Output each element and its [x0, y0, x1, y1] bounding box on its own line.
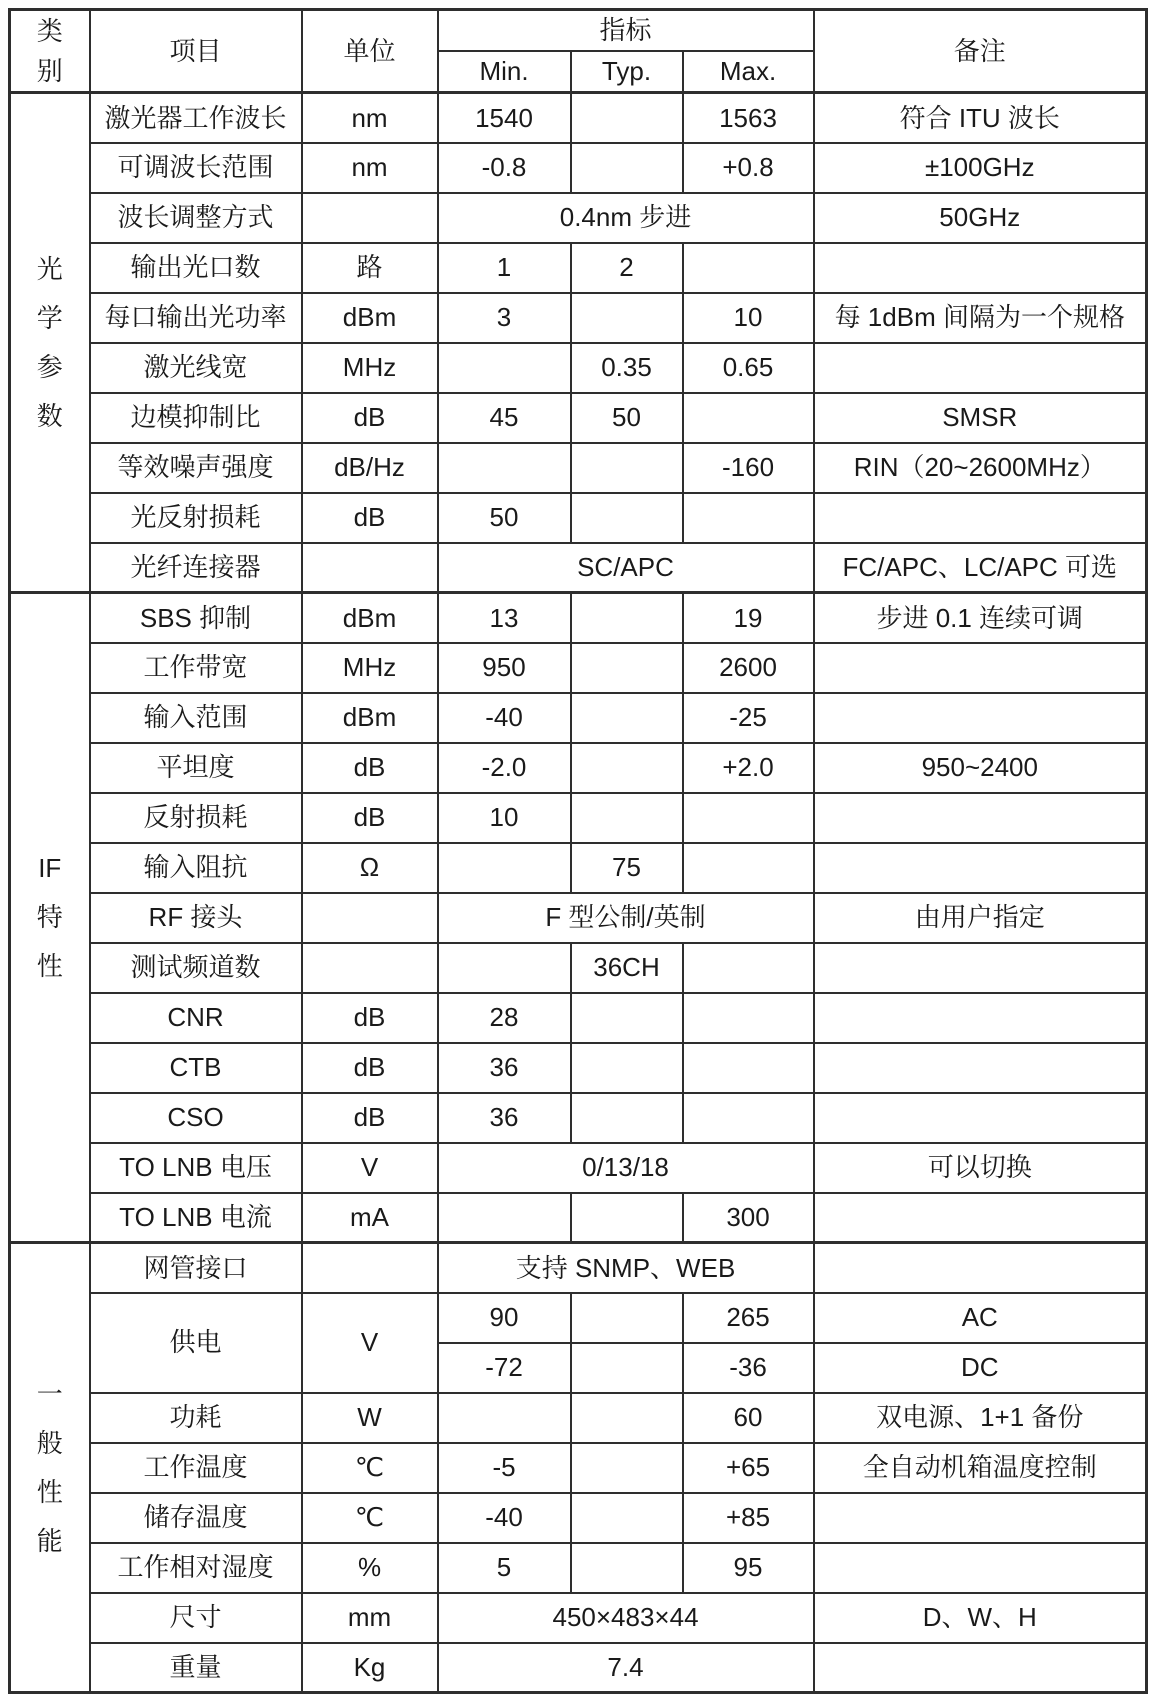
- spec-remark: SMSR: [814, 393, 1147, 443]
- spec-item: 等效噪声强度: [90, 443, 302, 493]
- spec-max: 2600: [683, 643, 814, 693]
- spec-typ: [571, 1293, 683, 1343]
- table-row: [10, 1543, 1147, 1593]
- spec-min: -2.0: [438, 743, 571, 793]
- header-category: [10, 10, 90, 93]
- header-remark: 备注: [814, 10, 1147, 93]
- table-row: [10, 843, 1147, 893]
- spec-item: 边模抑制比: [90, 393, 302, 443]
- spec-min: 3: [438, 293, 571, 343]
- spec-min: 45: [438, 393, 571, 443]
- spec-min: -40: [438, 693, 571, 743]
- table-row: [10, 593, 1147, 643]
- header-category-line: 别: [36, 56, 63, 86]
- spec-min: [438, 1193, 571, 1243]
- spec-remark: [814, 1043, 1147, 1093]
- spec-value: 0/13/18: [438, 1143, 814, 1193]
- spec-max: [683, 993, 814, 1043]
- spec-typ: [571, 1043, 683, 1093]
- table-row: [10, 93, 1147, 143]
- spec-unit: Kg: [302, 1643, 438, 1693]
- spec-item: 重量: [90, 1643, 302, 1693]
- spec-typ: [571, 693, 683, 743]
- spec-unit: nm: [302, 143, 438, 193]
- spec-remark: ±100GHz: [814, 143, 1147, 193]
- spec-min: 13: [438, 593, 571, 643]
- spec-unit: dB: [302, 993, 438, 1043]
- spec-item: 尺寸: [90, 1593, 302, 1643]
- spec-remark: 双电源、1+1 备份: [814, 1393, 1147, 1443]
- spec-typ: [571, 1193, 683, 1243]
- spec-typ: [571, 743, 683, 793]
- spec-value: SC/APC: [438, 543, 814, 593]
- spec-remark: [814, 793, 1147, 843]
- spec-unit: dB: [302, 743, 438, 793]
- spec-typ: [571, 993, 683, 1043]
- spec-typ: [571, 1393, 683, 1443]
- table-row: [10, 1293, 1147, 1343]
- table-row: [10, 793, 1147, 843]
- spec-remark: [814, 943, 1147, 993]
- spec-remark: 50GHz: [814, 193, 1147, 243]
- spec-value: 7.4: [438, 1643, 814, 1693]
- spec-typ: [571, 1093, 683, 1143]
- spec-item: 储存温度: [90, 1493, 302, 1543]
- spec-item: 工作温度: [90, 1443, 302, 1493]
- spec-remark: [814, 993, 1147, 1043]
- spec-remark: 可以切换: [814, 1143, 1147, 1193]
- spec-unit: nm: [302, 93, 438, 143]
- table-row: [10, 243, 1147, 293]
- spec-item: 反射损耗: [90, 793, 302, 843]
- spec-unit: dBm: [302, 593, 438, 643]
- spec-max: +0.8: [683, 143, 814, 193]
- table-row: [10, 1643, 1147, 1693]
- table-row: [10, 293, 1147, 343]
- table-row: [10, 1093, 1147, 1143]
- spec-min: 50: [438, 493, 571, 543]
- spec-typ: [571, 643, 683, 693]
- spec-typ: [571, 493, 683, 543]
- spec-typ: 75: [571, 843, 683, 893]
- spec-unit: [302, 543, 438, 593]
- spec-max: -160: [683, 443, 814, 493]
- spec-item: RF 接头: [90, 893, 302, 943]
- table-row: [10, 193, 1147, 243]
- table-row: [10, 343, 1147, 393]
- category-label-optical: 光 学 参 数: [10, 93, 90, 593]
- spec-item: TO LNB 电压: [90, 1143, 302, 1193]
- spec-typ: [571, 293, 683, 343]
- spec-min: 28: [438, 993, 571, 1043]
- spec-max: 1563: [683, 93, 814, 143]
- table-row: [10, 393, 1147, 443]
- spec-unit: dB/Hz: [302, 443, 438, 493]
- spec-typ: [571, 793, 683, 843]
- spec-item: 输入范围: [90, 693, 302, 743]
- spec-item: 测试频道数: [90, 943, 302, 993]
- header-unit: 单位: [302, 10, 438, 93]
- spec-max: 19: [683, 593, 814, 643]
- spec-min: [438, 443, 571, 493]
- spec-item: 光纤连接器: [90, 543, 302, 593]
- spec-max: 300: [683, 1193, 814, 1243]
- spec-unit: MHz: [302, 643, 438, 693]
- spec-min: [438, 343, 571, 393]
- spec-item: 平坦度: [90, 743, 302, 793]
- spec-item: 供电: [90, 1293, 302, 1393]
- spec-value: 450×483×44: [438, 1593, 814, 1643]
- spec-remark: 由用户指定: [814, 893, 1147, 943]
- spec-item: 可调波长范围: [90, 143, 302, 193]
- spec-item: 光反射损耗: [90, 493, 302, 543]
- spec-unit: dB: [302, 1093, 438, 1143]
- spec-remark: [814, 343, 1147, 393]
- spec-unit: dB: [302, 493, 438, 543]
- spec-item: 激光器工作波长: [90, 93, 302, 143]
- category-label-if: IF 特 性: [10, 593, 90, 1243]
- table-row: [10, 993, 1147, 1043]
- spec-table: [8, 8, 1148, 1694]
- spec-unit: [302, 1243, 438, 1293]
- spec-unit: [302, 193, 438, 243]
- spec-unit: [302, 943, 438, 993]
- category-label-general: 一 般 性 能: [10, 1243, 90, 1693]
- spec-remark: [814, 1093, 1147, 1143]
- spec-max: [683, 243, 814, 293]
- table-row: [10, 443, 1147, 493]
- spec-remark: 步进 0.1 连续可调: [814, 593, 1147, 643]
- spec-remark: [814, 1493, 1147, 1543]
- spec-remark: [814, 693, 1147, 743]
- spec-remark: 每 1dBm 间隔为一个规格: [814, 293, 1147, 343]
- table-row: [10, 943, 1147, 993]
- spec-item: 功耗: [90, 1393, 302, 1443]
- spec-max: 265: [683, 1293, 814, 1343]
- spec-min: 1: [438, 243, 571, 293]
- header-max: Max.: [683, 51, 814, 93]
- spec-typ: 2: [571, 243, 683, 293]
- spec-min: -72: [438, 1343, 571, 1393]
- spec-value: 0.4nm 步进: [438, 193, 814, 243]
- spec-min: -40: [438, 1493, 571, 1543]
- spec-min: 90: [438, 1293, 571, 1343]
- spec-unit: dB: [302, 793, 438, 843]
- spec-unit: dBm: [302, 693, 438, 743]
- spec-max: [683, 793, 814, 843]
- spec-min: [438, 943, 571, 993]
- table-row: [10, 1443, 1147, 1493]
- spec-max: -25: [683, 693, 814, 743]
- spec-min: 36: [438, 1043, 571, 1093]
- header-item: 项目: [90, 10, 302, 93]
- spec-typ: 0.35: [571, 343, 683, 393]
- spec-max: -36: [683, 1343, 814, 1393]
- spec-remark: [814, 1193, 1147, 1243]
- spec-min: -0.8: [438, 143, 571, 193]
- spec-remark: [814, 843, 1147, 893]
- table-row: [10, 1193, 1147, 1243]
- table-row: [10, 643, 1147, 693]
- spec-max: +65: [683, 1443, 814, 1493]
- spec-remark: 符合 ITU 波长: [814, 93, 1147, 143]
- spec-unit: [302, 893, 438, 943]
- header-row-1: [10, 10, 1147, 52]
- spec-typ: [571, 1343, 683, 1393]
- spec-unit: ℃: [302, 1493, 438, 1543]
- spec-typ: 36CH: [571, 943, 683, 993]
- spec-unit: dB: [302, 393, 438, 443]
- spec-unit: V: [302, 1143, 438, 1193]
- spec-min: 36: [438, 1093, 571, 1143]
- spec-item: 工作带宽: [90, 643, 302, 693]
- spec-remark: 全自动机箱温度控制: [814, 1443, 1147, 1493]
- header-min: Min.: [438, 51, 571, 93]
- spec-unit: %: [302, 1543, 438, 1593]
- spec-typ: [571, 593, 683, 643]
- spec-item: 输入阻抗: [90, 843, 302, 893]
- spec-min: [438, 1393, 571, 1443]
- header-spec: 指标: [438, 10, 814, 52]
- table-row: [10, 143, 1147, 193]
- spec-item: SBS 抑制: [90, 593, 302, 643]
- spec-max: [683, 393, 814, 443]
- spec-remark: [814, 243, 1147, 293]
- table-row: [10, 1143, 1147, 1193]
- spec-max: [683, 843, 814, 893]
- spec-unit: Ω: [302, 843, 438, 893]
- table-row: [10, 1043, 1147, 1093]
- table-row: [10, 693, 1147, 743]
- spec-max: 95: [683, 1543, 814, 1593]
- spec-max: +85: [683, 1493, 814, 1543]
- spec-min: [438, 843, 571, 893]
- spec-max: 10: [683, 293, 814, 343]
- spec-item: CSO: [90, 1093, 302, 1143]
- table-row: [10, 743, 1147, 793]
- spec-remark: FC/APC、LC/APC 可选: [814, 543, 1147, 593]
- spec-max: 60: [683, 1393, 814, 1443]
- spec-item: TO LNB 电流: [90, 1193, 302, 1243]
- spec-unit: V: [302, 1293, 438, 1393]
- spec-min: 5: [438, 1543, 571, 1593]
- spec-unit: W: [302, 1393, 438, 1443]
- spec-unit: MHz: [302, 343, 438, 393]
- table-row: [10, 1393, 1147, 1443]
- header-category-line: 类: [36, 16, 63, 46]
- spec-item: 工作相对湿度: [90, 1543, 302, 1593]
- spec-remark: [814, 643, 1147, 693]
- spec-remark: D、W、H: [814, 1593, 1147, 1643]
- spec-remark: [814, 1543, 1147, 1593]
- spec-max: [683, 1093, 814, 1143]
- spec-unit: mA: [302, 1193, 438, 1243]
- spec-max: [683, 493, 814, 543]
- spec-typ: [571, 143, 683, 193]
- spec-min: -5: [438, 1443, 571, 1493]
- spec-item: CNR: [90, 993, 302, 1043]
- spec-remark: 950~2400: [814, 743, 1147, 793]
- spec-item: CTB: [90, 1043, 302, 1093]
- spec-remark: [814, 493, 1147, 543]
- spec-min: 950: [438, 643, 571, 693]
- spec-max: +2.0: [683, 743, 814, 793]
- spec-unit: mm: [302, 1593, 438, 1643]
- spec-typ: [571, 1443, 683, 1493]
- spec-max: [683, 943, 814, 993]
- table-row: [10, 543, 1147, 593]
- spec-min: 10: [438, 793, 571, 843]
- spec-max: [683, 1043, 814, 1093]
- spec-value: 支持 SNMP、WEB: [438, 1243, 814, 1293]
- table-row: [10, 1493, 1147, 1543]
- table-row: [10, 1243, 1147, 1293]
- spec-typ: 50: [571, 393, 683, 443]
- spec-remark: DC: [814, 1343, 1147, 1393]
- spec-typ: [571, 1493, 683, 1543]
- spec-min: 1540: [438, 93, 571, 143]
- spec-item: 激光线宽: [90, 343, 302, 393]
- spec-remark: RIN（20~2600MHz）: [814, 443, 1147, 493]
- spec-typ: [571, 1543, 683, 1593]
- spec-item: 每口输出光功率: [90, 293, 302, 343]
- spec-remark: AC: [814, 1293, 1147, 1343]
- header-typ: Typ.: [571, 51, 683, 93]
- table-row: [10, 1593, 1147, 1643]
- spec-item: 输出光口数: [90, 243, 302, 293]
- spec-unit: ℃: [302, 1443, 438, 1493]
- table-row: [10, 893, 1147, 943]
- spec-max: 0.65: [683, 343, 814, 393]
- spec-remark: [814, 1243, 1147, 1293]
- spec-item: 网管接口: [90, 1243, 302, 1293]
- spec-typ: [571, 93, 683, 143]
- spec-unit: 路: [302, 243, 438, 293]
- spec-item: 波长调整方式: [90, 193, 302, 243]
- spec-unit: dBm: [302, 293, 438, 343]
- spec-remark: [814, 1643, 1147, 1693]
- spec-value: F 型公制/英制: [438, 893, 814, 943]
- spec-unit: dB: [302, 1043, 438, 1093]
- spec-typ: [571, 443, 683, 493]
- table-row: [10, 493, 1147, 543]
